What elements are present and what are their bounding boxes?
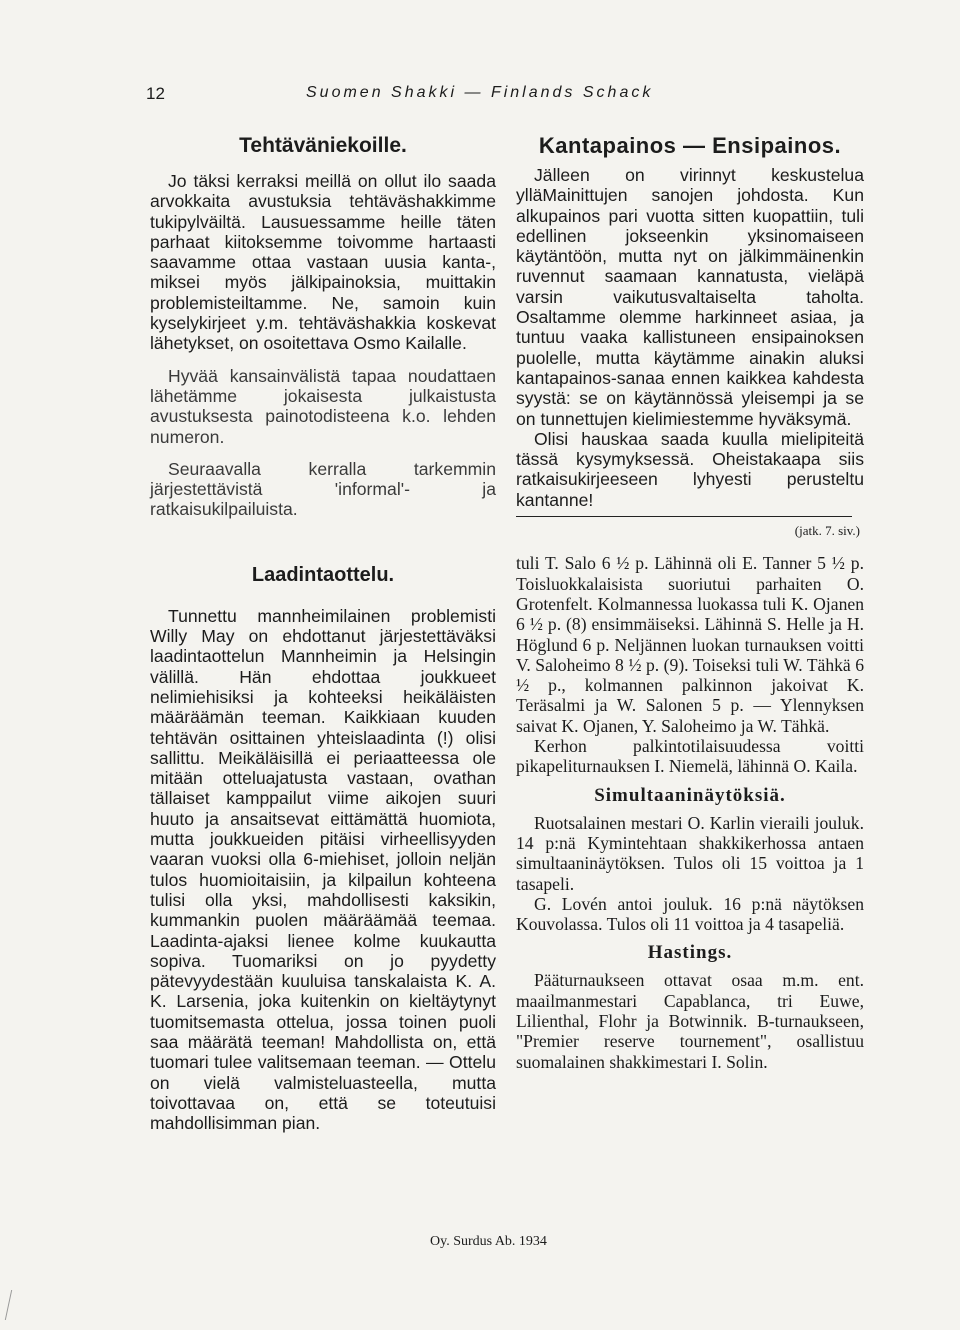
paragraph: tuli T. Salo 6 ½ p. Lähinnä oli E. Tanner 5 ½ p. Toisluokkalaisista suoriutui parhaiten O. Grotenfelt. Kolmannessa luokassa tuli K. Ojanen 6 ½ p. (8) ensimmäiseksi. Lähinnä S. Helle ja H. Höglund 6 p. Neljännen luokan turnauksen voitti V. Saloheimo 8 ½ p. (9). Toiseksi tuli W. Tähkä 6 ½ p., kolmannen palkinnon jakoivat K. Teräsalmi ja W. Salonen 5 p. — Ylennyksen saivat K. Ojanen, Y. Saloheimo ja W. Tähkä. xyxy=(516,553,864,736)
scan-edge-mark xyxy=(5,1290,34,1320)
paragraph: Jälleen on virinnyt keskustelua ylläMainittujen sanojen johdosta. Kun alkupainos pari vuotta sitten kuopattiin, tuli edellinen jokseenkin yksinomaiseen käytäntöön, mutta nyt on jälkimmäinenkin ruvennut saamaan kannatusta, vieläpä varsin vaikutusvaltaiselta taholta. Osaltamme olemme harkinneet asiaa, ja tuntuu vaaka kallistuneen ensipainoksen puolelle, mutta käytämme ainakin aluksi kantapainos-sanaa ennen kaikkea kahdesta syystä: se on käytännössä yleisempi ja se on tunnettujen kielimiestemme hyväksymä. xyxy=(516,165,864,429)
section-divider xyxy=(516,516,852,517)
section-title-tehtavaniekoille: Tehtäväniekoille. xyxy=(239,134,407,157)
section-title-simultaaninaytoksia: Simultaaninäytöksiä. xyxy=(594,784,786,806)
section-title-hastings: Hastings. xyxy=(647,942,733,964)
paragraph: Tunnettu mannheimilainen problemisti Willy May on ehdottanut järjestettäväksi laadintaottelun Mannheimin ja Helsingin välillä. Hän ehdottaa joukkueet nelimiehisiksi ja kohteeksi heikäläisten määräämän teeman. Kaikkiaan kuuden tehtävän osittainen yhteislaadinta (!) olisi sallittu. Meikäläisillä ei periaatteessa ole mitään otteluajatusta vastaan, ovathan tällaiset kamppailut viime aikojen suuri huuto ja ansaitsevat eittämättä huomiota, mutta joukkueiden pitäisi virheellisyyden vaaran vuoksi olla 6-miehiset, jolloin neljän tulos huomioitaisiin, ja kilpailun kohteena tulisi olla yksi, mahdollisesti kaksikin, kummankin puolen määräämää teemaa. Laadinta-ajaksi lienee kolme kuukautta sopiva. Tuomariksi on jo pyydetty pätevyydestään kuuluisa tanskalaista K. A. K. Larsenia, joka kuitenkin on kieltäytynyt tuomitsemasta ottelua, jossa toinen puoli saa määrätä teeman! Mahdollista on, että tuomari tulee valitsemaan teeman. — Ottelu on vielä valmisteluasteella, mutta toivottavaa on, että se toteutuisi mahdollisimman pian. xyxy=(150,605,496,1134)
paragraph: Hyvää kansainvälistä tapaa noudattaen lähetämme jokaisesta julkaistusta avustuksesta painotodisteena k.o. lehden numeron. xyxy=(150,365,496,447)
left-column xyxy=(150,133,496,1133)
continuation-note: (jatk. 7. siv.) xyxy=(794,523,860,539)
right-column xyxy=(516,133,864,1072)
section-title-laadintaottelu: Laadintaottelu. xyxy=(251,563,395,586)
paragraph: Kerhon palkintotilaisuudessa voitti pikapeliturnauksen I. Niemelä, lähinnä O. Kaila. xyxy=(516,736,864,777)
paragraph: Pääturnaukseen ottavat osaa m.m. ent. maailmanmestari Capablanca, tri Euwe, Lilienthal, Flohr ja Botwinnik. B-turnaukseen, "Premier reserve tournement", osallistuu suomalainen shakkimestari I. Solin. xyxy=(516,970,864,1072)
paragraph: Seuraavalla kerralla tarkemmin järjestettävistä 'informal'- ja ratkaisukilpailuista. xyxy=(150,458,496,520)
page-header xyxy=(146,84,710,108)
paragraph: Ruotsalainen mestari O. Karlin vieraili jouluk. 14 p:nä Kymintehtaan shakkikerhossa antaen simultaaninäytöksen. Tulos oli 15 voittoa ja 1 tasapeli. xyxy=(516,812,864,894)
paragraph: G. Lovén antoi jouluk. 16 p:nä näytöksen Kouvolassa. Tulos oli 11 voittoa ja 4 tasapeliä. xyxy=(516,893,864,935)
section-title-kantapainos: Kantapainos — Ensipainos. xyxy=(538,133,842,158)
paragraph: Olisi hauskaa saada kuulla mielipiteitä tässä kysymyksessä. Oheistakaapa siis ratkaisukirjeeseen lyhyesti perusteltu kantanne! xyxy=(516,428,864,510)
page-number: 12 xyxy=(146,84,165,103)
paragraph: Jo täksi kerraksi meillä on ollut ilo saada arvokkaita avustuksia tehtäväshakkimme tukipylväiltä. Lausuessamme heille täten parhaat kiitoksemme toivomme hartaasti saavamme ottaa vastaan uusia kanta-, miksei myös jälkipainoksia, muittakin problemisteiltamme. Ne, samoin kuin kyselykirjeet y.m. tehtäväshakkia koskevat lähetykset, on osoitettava Osmo Kailalle. xyxy=(150,171,496,354)
running-title: Suomen Shakki — Finlands Schack xyxy=(306,84,654,101)
printer-imprint: Oy. Surdus Ab. 1934 xyxy=(430,1234,547,1249)
